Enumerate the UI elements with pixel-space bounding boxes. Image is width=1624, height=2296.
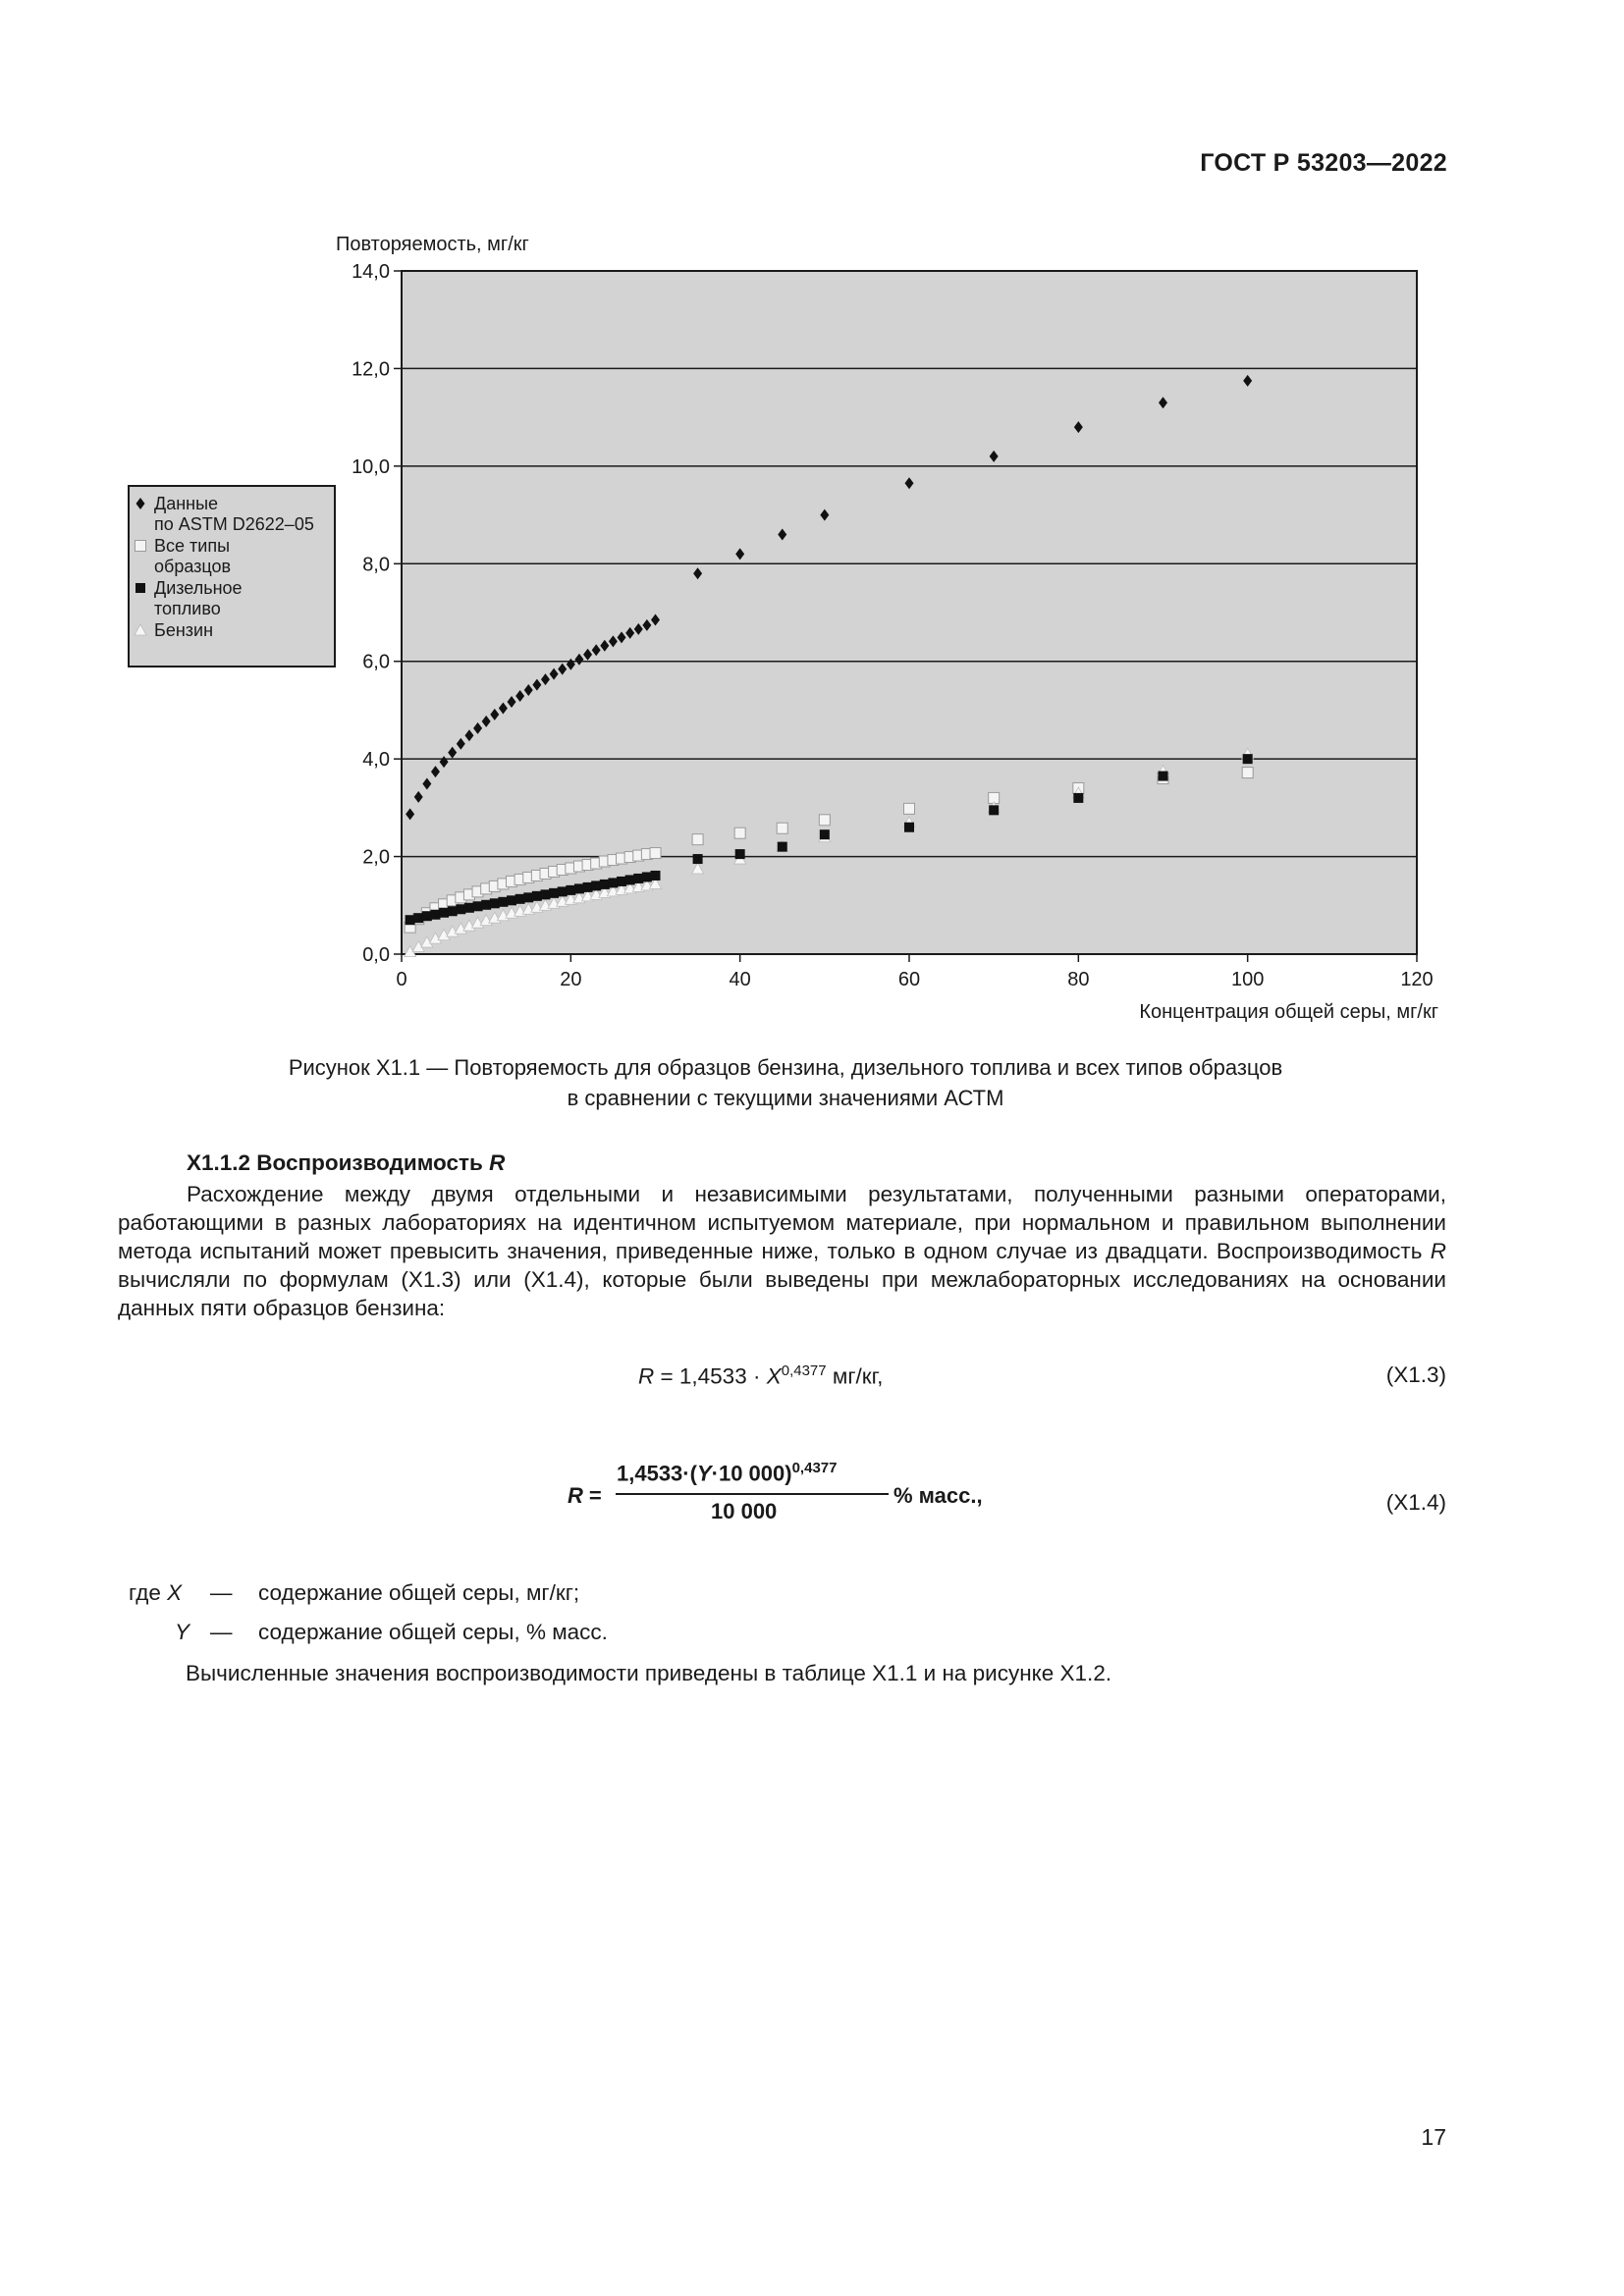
legend-label: Данные bbox=[154, 494, 219, 513]
data-point bbox=[608, 878, 618, 887]
legend-marker bbox=[135, 583, 145, 593]
data-point bbox=[989, 805, 999, 815]
data-point bbox=[642, 872, 652, 881]
y-tick-label: 12,0 bbox=[352, 358, 390, 381]
data-point bbox=[498, 897, 508, 907]
y-tick-label: 8,0 bbox=[362, 554, 390, 576]
legend-label: Все типы bbox=[154, 536, 231, 556]
page-number: 17 bbox=[1421, 2124, 1446, 2150]
x-tick-label: 60 bbox=[897, 969, 921, 990]
data-point bbox=[777, 823, 787, 833]
y-tick-label: 14,0 bbox=[352, 261, 390, 283]
data-point bbox=[430, 910, 440, 920]
y-tick-label: 10,0 bbox=[352, 455, 390, 478]
data-point bbox=[904, 823, 914, 832]
legend-marker bbox=[135, 541, 146, 552]
data-point bbox=[456, 904, 465, 914]
data-point bbox=[600, 880, 610, 889]
data-point bbox=[490, 898, 500, 908]
x-axis-title: Концентрация общей серы, мг/кг bbox=[1139, 1001, 1438, 1023]
data-point bbox=[515, 894, 525, 904]
caption-line-1: Рисунок Х1.1 — Повторяемость для образцов бензина, дизельного топлива и всех типов образцов bbox=[288, 1055, 1283, 1080]
data-point bbox=[448, 906, 458, 916]
data-point bbox=[574, 883, 584, 893]
legend-label: Бензин bbox=[154, 620, 214, 640]
data-point bbox=[558, 886, 568, 896]
legend-label: Дизельное bbox=[154, 578, 243, 598]
legend-label: образцов bbox=[154, 557, 232, 576]
data-point bbox=[693, 854, 703, 864]
data-point bbox=[591, 881, 601, 890]
data-point bbox=[820, 829, 830, 839]
formula-x1-3: $R = 1,4533 \cdot X^{0,4377}$ мг/кг, bbox=[638, 1362, 884, 1389]
x-tick-label: 40 bbox=[729, 969, 751, 990]
y-axis-ticks bbox=[352, 261, 402, 966]
data-point bbox=[549, 888, 559, 898]
data-point bbox=[819, 815, 830, 826]
data-point bbox=[633, 874, 643, 883]
fraction-bar bbox=[616, 1493, 889, 1495]
data-point bbox=[439, 908, 449, 918]
x-tick-label: 100 bbox=[1230, 969, 1265, 990]
x-tick-label: 120 bbox=[1400, 969, 1434, 990]
data-point bbox=[464, 903, 474, 913]
y-tick-label: 6,0 bbox=[362, 651, 390, 673]
data-point bbox=[692, 834, 703, 845]
closing-note: Вычисленные значения воспроизводимости приведены в таблице Х1.1 и на рисунке Х1.2. bbox=[186, 1661, 1112, 1685]
data-point bbox=[1159, 772, 1168, 781]
data-point bbox=[566, 885, 575, 895]
y-tick-label: 0,0 bbox=[362, 944, 390, 966]
data-point bbox=[532, 891, 542, 901]
data-point bbox=[1073, 793, 1083, 803]
data-point bbox=[735, 849, 745, 859]
data-point bbox=[523, 892, 533, 902]
data-point bbox=[473, 901, 483, 911]
data-point bbox=[734, 828, 745, 838]
data-point bbox=[625, 875, 635, 884]
data-point bbox=[406, 915, 415, 925]
plot-area bbox=[402, 271, 1417, 954]
x-tick-label: 20 bbox=[560, 969, 582, 990]
x-tick-label: 80 bbox=[1067, 969, 1090, 990]
data-point bbox=[651, 871, 661, 881]
section-reproducibility bbox=[118, 1148, 1446, 1322]
caption-line-2: в сравнении с текущими значениями АСТМ bbox=[567, 1086, 1004, 1110]
document-id: ГОСТ Р 53203—2022 bbox=[1200, 149, 1447, 177]
chart-legend bbox=[129, 486, 335, 667]
paragraph-definition: Расхождение между двумя отдельными и независимыми результатами, полученными разными операторами, работающими в разных лабораториях на идентичном испытуемом материале, при нормальном и правильном выполнении метода испытаний может превысить значения, приведенные ниже, только в одном случае из двадцати. Воспроизводимость R вычисляли по формулам (Х1.3) или (Х1.4), которые были выведены при межлабораторных исследованиях на основании данных пяти образцов бензина: bbox=[118, 1182, 1446, 1320]
figure-caption bbox=[196, 1052, 1375, 1113]
data-point bbox=[481, 900, 491, 910]
data-point bbox=[904, 803, 915, 814]
y-tick-label: 4,0 bbox=[362, 749, 390, 772]
legend-label: топливо bbox=[154, 599, 221, 618]
section-heading: Х1.1.2 Воспроизводимость R bbox=[187, 1150, 506, 1175]
data-point bbox=[1242, 768, 1253, 778]
y-tick-label: 2,0 bbox=[362, 846, 390, 869]
data-point bbox=[583, 882, 593, 892]
y-axis-title: Повторяемость, мг/кг bbox=[336, 234, 529, 255]
x-tick-label: 0 bbox=[396, 969, 407, 990]
data-point bbox=[778, 842, 787, 852]
repeatability-chart bbox=[0, 0, 1624, 1041]
data-point bbox=[617, 877, 626, 886]
data-point bbox=[422, 911, 432, 921]
data-point bbox=[507, 895, 516, 905]
data-point bbox=[540, 889, 550, 899]
data-point bbox=[413, 913, 423, 923]
x-axis-ticks bbox=[396, 954, 1433, 990]
equation-number-x1-4: (Х1.4) bbox=[1385, 1490, 1446, 1515]
equation-number-x1-3: (Х1.3) bbox=[1385, 1362, 1446, 1387]
data-point bbox=[1243, 754, 1253, 764]
legend-label: по ASTM D2622–05 bbox=[154, 514, 314, 534]
data-point bbox=[650, 848, 661, 859]
